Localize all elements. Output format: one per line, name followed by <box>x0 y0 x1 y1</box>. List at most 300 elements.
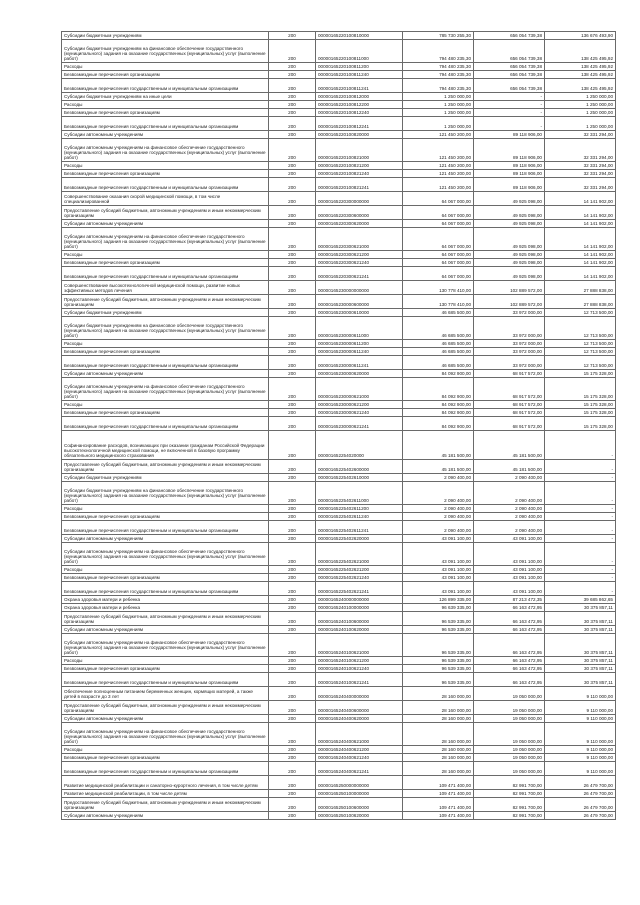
row-approved-cell: 2 090 400,00 <box>403 482 474 505</box>
row-executed-cell: 102 889 572,00 <box>474 281 545 295</box>
row-kbk-cell: 00000165250100000000 <box>316 790 403 798</box>
row-approved-cell: 794 480 235,30 <box>403 63 474 71</box>
row-approved-cell: 64 067 000,00 <box>403 192 474 206</box>
row-kbk-cell: 00000165230000621000 <box>316 378 403 401</box>
row-code-cell: 200 <box>269 409 316 417</box>
row-executed-cell: 33 972 000,00 <box>474 356 545 370</box>
row-name-cell: Безвозмездные перечисления государственным и муниципальным организациям <box>62 267 269 281</box>
row-name-cell: Безвозмездные перечисления государственным и муниципальным организациям <box>62 356 269 370</box>
row-code-cell: 200 <box>269 370 316 378</box>
row-approved-cell: 64 067 000,00 <box>403 206 474 220</box>
row-code-cell: 200 <box>269 348 316 356</box>
row-approved-cell: 109 471 400,00 <box>403 812 474 820</box>
row-kbk-cell: 00000165220100820000 <box>316 131 403 139</box>
row-kbk-cell: 00000165225402611241 <box>316 521 403 535</box>
row-kbk-cell: 00000165240100621000 <box>316 634 403 657</box>
row-executed-cell: 19 050 000,00 <box>474 746 545 754</box>
row-executed-cell: 89 118 906,00 <box>474 131 545 139</box>
row-name-cell: Безвозмездные перечисления государственным и муниципальным организациям <box>62 417 269 431</box>
row-code-cell: 200 <box>269 317 316 340</box>
row-executed-cell: 33 972 000,00 <box>474 348 545 356</box>
row-executed-cell: 656 054 739,38 <box>474 71 545 79</box>
row-remaining-cell: - <box>545 460 616 474</box>
row-code-cell: 200 <box>269 162 316 170</box>
row-remaining-cell: 12 713 500,00 <box>545 340 616 348</box>
row-code-cell: 200 <box>269 746 316 754</box>
row-approved-cell: 96 539 335,00 <box>403 665 474 673</box>
row-remaining-cell: 39 685 862,65 <box>545 596 616 604</box>
row-code-cell: 200 <box>269 378 316 401</box>
row-approved-cell: 2 090 400,00 <box>403 474 474 482</box>
row-name-cell: Субсидии бюджетным учреждениям <box>62 309 269 317</box>
row-remaining-cell: 30 375 857,11 <box>545 626 616 634</box>
row-approved-cell: 1 250 000,00 <box>403 101 474 109</box>
row-executed-cell: 49 925 098,00 <box>474 220 545 228</box>
row-code-cell: 200 <box>269 170 316 178</box>
row-name-cell: Безвозмездные перечисления государственным и муниципальным организациям <box>62 79 269 93</box>
row-executed-cell: 33 972 000,00 <box>474 309 545 317</box>
row-remaining-cell: 138 425 495,92 <box>545 63 616 71</box>
row-kbk-cell: 00000165220100821241 <box>316 178 403 192</box>
row-approved-cell: 28 160 000,00 <box>403 754 474 762</box>
table-row <box>62 220 616 228</box>
row-kbk-cell: 00000165225402600000 <box>316 460 403 474</box>
row-approved-cell: 121 450 200,00 <box>403 178 474 192</box>
row-code-cell: 200 <box>269 543 316 566</box>
row-code-cell: 200 <box>269 220 316 228</box>
row-kbk-cell: 00000165230000621240 <box>316 409 403 417</box>
row-code-cell: 200 <box>269 251 316 259</box>
row-kbk-cell: 00000165220300600000 <box>316 206 403 220</box>
row-remaining-cell: 14 141 902,00 <box>545 251 616 259</box>
table-row <box>62 673 616 687</box>
row-remaining-cell: - <box>545 474 616 482</box>
row-code-cell: 200 <box>269 687 316 701</box>
row-kbk-cell: 00000165230000621241 <box>316 417 403 431</box>
table-row <box>62 535 616 543</box>
row-approved-cell: 1 250 000,00 <box>403 93 474 101</box>
row-code-cell: 200 <box>269 812 316 820</box>
row-name-cell: Расходы <box>62 505 269 513</box>
row-kbk-cell: 00000165225402621000 <box>316 543 403 566</box>
row-approved-cell: 84 092 900,00 <box>403 409 474 417</box>
row-remaining-cell: 26 479 700,00 <box>545 798 616 812</box>
row-code-cell: 200 <box>269 71 316 79</box>
row-kbk-cell: 00000165220100812241 <box>316 117 403 131</box>
row-kbk-cell: 00000165220300620000 <box>316 220 403 228</box>
row-executed-cell: 19 050 000,00 <box>474 762 545 776</box>
row-code-cell: 200 <box>269 295 316 309</box>
row-remaining-cell: 12 713 500,00 <box>545 317 616 340</box>
row-approved-cell: 64 067 000,00 <box>403 251 474 259</box>
row-executed-cell: 43 091 100,00 <box>474 535 545 543</box>
row-approved-cell: 2 090 400,00 <box>403 505 474 513</box>
row-remaining-cell: - <box>545 513 616 521</box>
table-row <box>62 401 616 409</box>
row-kbk-cell: 00000165230000611240 <box>316 348 403 356</box>
row-code-cell: 200 <box>269 417 316 431</box>
row-code-cell: 200 <box>269 482 316 505</box>
table-row <box>62 356 616 370</box>
row-remaining-cell: - <box>545 582 616 596</box>
row-approved-cell: 96 539 335,00 <box>403 673 474 687</box>
row-code-cell: 200 <box>269 281 316 295</box>
table-row <box>62 513 616 521</box>
row-kbk-cell: 00000165220100811000 <box>316 40 403 63</box>
row-executed-cell: 68 917 572,00 <box>474 409 545 417</box>
row-executed-cell: 82 991 700,00 <box>474 798 545 812</box>
row-approved-cell: 28 160 000,00 <box>403 746 474 754</box>
table-row <box>62 754 616 762</box>
table-row <box>62 634 616 657</box>
row-name-cell: Субсидии автономным учреждениям <box>62 812 269 820</box>
row-approved-cell: 2 090 400,00 <box>403 513 474 521</box>
row-approved-cell: 46 685 500,00 <box>403 356 474 370</box>
row-approved-cell: 46 685 500,00 <box>403 340 474 348</box>
row-name-cell: Расходы <box>62 63 269 71</box>
row-code-cell: 200 <box>269 673 316 687</box>
table-row <box>62 63 616 71</box>
row-remaining-cell: - <box>545 521 616 535</box>
row-kbk-cell: 00000165240100620000 <box>316 626 403 634</box>
row-remaining-cell: 30 375 857,11 <box>545 634 616 657</box>
row-executed-cell: 19 050 000,00 <box>474 754 545 762</box>
row-remaining-cell: 9 110 000,00 <box>545 687 616 701</box>
row-name-cell: Предоставление субсидий бюджетным, автономным учреждениям и иным некоммерческим организациям <box>62 295 269 309</box>
row-executed-cell: 49 925 098,00 <box>474 206 545 220</box>
row-kbk-cell: 00000165220100821240 <box>316 170 403 178</box>
row-name-cell: Субсидии автономным учреждениям на финансовое обеспечение государственного (муниципального) задания на оказание государственных (муниципальных) услуг (выполнение работ) <box>62 634 269 657</box>
row-approved-cell: 43 091 100,00 <box>403 582 474 596</box>
row-kbk-cell: 00000165220300621200 <box>316 251 403 259</box>
row-name-cell: Безвозмездные перечисления организациям <box>62 574 269 582</box>
row-approved-cell: 126 899 335,00 <box>403 596 474 604</box>
row-kbk-cell: 00000165220100821200 <box>316 162 403 170</box>
row-remaining-cell: 1 250 000,00 <box>545 117 616 131</box>
row-executed-cell: - <box>474 101 545 109</box>
row-executed-cell: 82 991 700,00 <box>474 776 545 790</box>
row-code-cell: 200 <box>269 505 316 513</box>
row-remaining-cell: 15 175 328,00 <box>545 401 616 409</box>
row-remaining-cell: 15 175 328,00 <box>545 370 616 378</box>
row-name-cell: Субсидии бюджетным учреждениям на финансовое обеспечение государственного (муниципального) задания на оказание государственных (муниципальных) услуг (выполнение работ) <box>62 317 269 340</box>
row-kbk-cell: 00000165220100812000 <box>316 93 403 101</box>
table-row <box>62 378 616 401</box>
row-kbk-cell: 00000165225402611000 <box>316 482 403 505</box>
row-executed-cell: 43 091 100,00 <box>474 574 545 582</box>
row-approved-cell: 130 778 410,00 <box>403 281 474 295</box>
table-row <box>62 604 616 612</box>
row-approved-cell: 64 067 000,00 <box>403 259 474 267</box>
row-kbk-cell: 00000165225402621241 <box>316 582 403 596</box>
row-approved-cell: 64 067 000,00 <box>403 220 474 228</box>
row-name-cell: Предоставление субсидий бюджетным, автономным учреждениям и иным некоммерческим организациям <box>62 460 269 474</box>
row-kbk-cell: 00000165220100810000 <box>316 32 403 40</box>
row-name-cell: Охрана здоровья матери и ребенка <box>62 604 269 612</box>
table-row <box>62 723 616 746</box>
row-code-cell: 200 <box>269 32 316 40</box>
row-kbk-cell: 00000165225402620000 <box>316 535 403 543</box>
table-row <box>62 505 616 513</box>
row-executed-cell: 43 091 100,00 <box>474 543 545 566</box>
row-remaining-cell: - <box>545 543 616 566</box>
row-approved-cell: 43 091 100,00 <box>403 566 474 574</box>
row-remaining-cell: 30 375 857,11 <box>545 657 616 665</box>
row-kbk-cell: 00000165230000611241 <box>316 356 403 370</box>
row-name-cell: Субсидии бюджетным учреждениям <box>62 32 269 40</box>
row-executed-cell: 656 054 739,38 <box>474 40 545 63</box>
row-executed-cell: 89 118 906,00 <box>474 178 545 192</box>
row-code-cell: 200 <box>269 634 316 657</box>
row-remaining-cell: - <box>545 431 616 460</box>
row-remaining-cell: 30 375 857,11 <box>545 612 616 626</box>
table-row <box>62 101 616 109</box>
row-approved-cell: 46 685 500,00 <box>403 348 474 356</box>
row-name-cell: Безвозмездные перечисления государственным и муниципальным организациям <box>62 582 269 596</box>
row-name-cell: Совершенствование высокотехнологичной медицинской помощи, развитие новых эффективных методов лечения <box>62 281 269 295</box>
row-code-cell: 200 <box>269 521 316 535</box>
row-approved-cell: 46 685 500,00 <box>403 317 474 340</box>
row-code-cell: 200 <box>269 657 316 665</box>
row-executed-cell: 49 925 098,00 <box>474 251 545 259</box>
row-kbk-cell: 00000165240400621240 <box>316 754 403 762</box>
table-row <box>62 109 616 117</box>
table-row <box>62 574 616 582</box>
table-row <box>62 281 616 295</box>
row-name-cell: Безвозмездные перечисления организациям <box>62 109 269 117</box>
row-executed-cell: 66 163 472,95 <box>474 665 545 673</box>
row-executed-cell: - <box>474 117 545 131</box>
table-row <box>62 482 616 505</box>
row-executed-cell: 89 118 906,00 <box>474 162 545 170</box>
table-row <box>62 228 616 251</box>
row-executed-cell: 66 163 472,95 <box>474 634 545 657</box>
row-name-cell: Безвозмездные перечисления государственным и муниципальным организациям <box>62 673 269 687</box>
row-kbk-cell: 00000165250100620000 <box>316 812 403 820</box>
budget-execution-table <box>61 31 616 820</box>
row-executed-cell: 89 118 906,00 <box>474 139 545 162</box>
table-row <box>62 626 616 634</box>
row-executed-cell: 82 991 700,00 <box>474 790 545 798</box>
row-remaining-cell: 32 331 294,00 <box>545 131 616 139</box>
row-name-cell: Расходы <box>62 401 269 409</box>
row-kbk-cell: 00000165220100811240 <box>316 71 403 79</box>
table-row <box>62 701 616 715</box>
row-remaining-cell: 15 175 328,00 <box>545 409 616 417</box>
row-remaining-cell: 138 425 495,92 <box>545 79 616 93</box>
row-code-cell: 200 <box>269 309 316 317</box>
row-remaining-cell: 1 250 000,00 <box>545 109 616 117</box>
row-kbk-cell: 00000165225402611240 <box>316 513 403 521</box>
row-executed-cell: 43 091 100,00 <box>474 582 545 596</box>
row-code-cell: 200 <box>269 798 316 812</box>
row-kbk-cell: 00000165240400621000 <box>316 723 403 746</box>
row-kbk-cell: 00000165240000000000 <box>316 596 403 604</box>
row-code-cell: 200 <box>269 401 316 409</box>
row-remaining-cell: 14 141 902,00 <box>545 259 616 267</box>
row-code-cell: 200 <box>269 535 316 543</box>
row-approved-cell: 2 090 400,00 <box>403 521 474 535</box>
row-executed-cell: 87 213 472,35 <box>474 596 545 604</box>
row-executed-cell: - <box>474 109 545 117</box>
row-approved-cell: 84 092 900,00 <box>403 378 474 401</box>
row-kbk-cell: 00000165240100621200 <box>316 657 403 665</box>
row-executed-cell: 43 091 100,00 <box>474 566 545 574</box>
row-name-cell: Безвозмездные перечисления государственным и муниципальным организациям <box>62 178 269 192</box>
table-row <box>62 687 616 701</box>
row-name-cell: Безвозмездные перечисления организациям <box>62 170 269 178</box>
row-code-cell: 200 <box>269 513 316 521</box>
row-executed-cell: 49 925 098,00 <box>474 192 545 206</box>
row-code-cell: 200 <box>269 267 316 281</box>
row-executed-cell: 68 917 572,00 <box>474 401 545 409</box>
row-code-cell: 200 <box>269 754 316 762</box>
table-row <box>62 117 616 131</box>
row-kbk-cell: 00000165230000000000 <box>316 281 403 295</box>
row-approved-cell: 28 160 000,00 <box>403 762 474 776</box>
row-approved-cell: 121 450 200,00 <box>403 170 474 178</box>
row-name-cell: Субсидии бюджетным учреждениям на финансовое обеспечение государственного (муниципального) задания на оказание государственных (муниципальных) услуг (выполнение работ) <box>62 482 269 505</box>
row-name-cell: Безвозмездные перечисления организациям <box>62 348 269 356</box>
row-remaining-cell: 14 141 902,00 <box>545 228 616 251</box>
table-row <box>62 267 616 281</box>
table-row <box>62 251 616 259</box>
row-kbk-cell: 00000165220300621240 <box>316 259 403 267</box>
row-remaining-cell: 26 479 700,00 <box>545 812 616 820</box>
table-row <box>62 776 616 790</box>
row-code-cell: 200 <box>269 460 316 474</box>
row-name-cell: Расходы <box>62 566 269 574</box>
row-remaining-cell: 9 110 000,00 <box>545 715 616 723</box>
row-code-cell: 200 <box>269 79 316 93</box>
row-kbk-cell: 00000165220100811200 <box>316 63 403 71</box>
row-approved-cell: 64 067 000,00 <box>403 267 474 281</box>
row-approved-cell: 84 092 900,00 <box>403 370 474 378</box>
row-kbk-cell: 00000165220300621000 <box>316 228 403 251</box>
row-executed-cell: 68 917 572,00 <box>474 417 545 431</box>
table-row <box>62 460 616 474</box>
row-name-cell: Безвозмездные перечисления организациям <box>62 665 269 673</box>
table-row <box>62 139 616 162</box>
row-approved-cell: 46 685 500,00 <box>403 309 474 317</box>
table-row <box>62 409 616 417</box>
row-remaining-cell: 138 425 495,92 <box>545 40 616 63</box>
row-remaining-cell: 26 479 700,00 <box>545 790 616 798</box>
row-remaining-cell: 9 110 000,00 <box>545 723 616 746</box>
table-row <box>62 162 616 170</box>
table-row <box>62 71 616 79</box>
row-executed-cell: 66 163 472,95 <box>474 604 545 612</box>
row-code-cell: 200 <box>269 701 316 715</box>
table-row <box>62 40 616 63</box>
row-remaining-cell: 1 250 000,00 <box>545 101 616 109</box>
row-name-cell: Безвозмездные перечисления организациям <box>62 259 269 267</box>
row-name-cell: Предоставление субсидий бюджетным, автономным учреждениям и иным некоммерческим организациям <box>62 206 269 220</box>
row-name-cell: Расходы <box>62 251 269 259</box>
row-executed-cell: 33 972 000,00 <box>474 340 545 348</box>
row-remaining-cell: - <box>545 482 616 505</box>
row-kbk-cell: 00000165230000610000 <box>316 309 403 317</box>
row-code-cell: 200 <box>269 40 316 63</box>
row-approved-cell: 794 480 235,30 <box>403 79 474 93</box>
row-remaining-cell: 136 676 493,90 <box>545 32 616 40</box>
row-kbk-cell: 00000165220300621241 <box>316 267 403 281</box>
row-name-cell: Субсидии автономным учреждениям на финансовое обеспечение государственного (муниципального) задания на оказание государственных (муниципальных) услуг (выполнение работ) <box>62 378 269 401</box>
row-name-cell: Субсидии автономным учреждениям <box>62 535 269 543</box>
row-remaining-cell: 14 141 902,00 <box>545 192 616 206</box>
row-executed-cell: 19 050 000,00 <box>474 723 545 746</box>
row-name-cell: Субсидии бюджетным учреждениям на финансовое обеспечение государственного (муниципального) задания на оказание государственных (муниципальных) услуг (выполнение работ) <box>62 40 269 63</box>
row-kbk-cell: 00000165230000611000 <box>316 317 403 340</box>
row-approved-cell: 43 091 100,00 <box>403 543 474 566</box>
row-remaining-cell: 27 888 838,00 <box>545 281 616 295</box>
row-remaining-cell: 15 175 328,00 <box>545 378 616 401</box>
row-approved-cell: 96 539 335,00 <box>403 612 474 626</box>
row-approved-cell: 84 092 900,00 <box>403 401 474 409</box>
row-kbk-cell: 00000165220100821000 <box>316 139 403 162</box>
row-executed-cell: 2 090 400,00 <box>474 482 545 505</box>
row-remaining-cell: - <box>545 566 616 574</box>
row-executed-cell: - <box>474 93 545 101</box>
row-remaining-cell: 30 375 857,11 <box>545 665 616 673</box>
row-approved-cell: 45 181 500,00 <box>403 460 474 474</box>
row-kbk-cell: 00000165220300000000 <box>316 192 403 206</box>
row-remaining-cell: 12 713 500,00 <box>545 309 616 317</box>
row-code-cell: 200 <box>269 340 316 348</box>
row-remaining-cell: 30 375 857,11 <box>545 673 616 687</box>
table-row <box>62 798 616 812</box>
table-row <box>62 317 616 340</box>
row-name-cell: Обеспечение полноценным питанием беременных женщин, кормящих матерей, а также детей в возрасте до 3 лет <box>62 687 269 701</box>
row-code-cell: 200 <box>269 431 316 460</box>
row-kbk-cell: 00000165220100812200 <box>316 101 403 109</box>
row-name-cell: Безвозмездные перечисления организациям <box>62 754 269 762</box>
row-executed-cell: 656 054 739,38 <box>474 63 545 71</box>
row-code-cell: 200 <box>269 582 316 596</box>
row-code-cell: 200 <box>269 178 316 192</box>
row-executed-cell: 102 889 572,00 <box>474 295 545 309</box>
row-name-cell: Субсидии автономным учреждениям <box>62 626 269 634</box>
table-row <box>62 79 616 93</box>
table-row <box>62 178 616 192</box>
row-executed-cell: 89 118 906,00 <box>474 170 545 178</box>
row-name-cell: Развитие медицинской реабилитации и санаторно-курортного лечения, в том числе детям <box>62 776 269 790</box>
row-approved-cell: 1 250 000,00 <box>403 117 474 131</box>
row-code-cell: 200 <box>269 665 316 673</box>
row-code-cell: 200 <box>269 762 316 776</box>
row-executed-cell: 19 050 000,00 <box>474 687 545 701</box>
row-code-cell: 200 <box>269 206 316 220</box>
row-name-cell: Развитие медицинской реабилитации, в том числе детям <box>62 790 269 798</box>
table-row <box>62 206 616 220</box>
table-row <box>62 543 616 566</box>
row-code-cell: 200 <box>269 101 316 109</box>
row-executed-cell: 45 181 500,00 <box>474 460 545 474</box>
row-executed-cell: 49 925 098,00 <box>474 267 545 281</box>
row-name-cell: Расходы <box>62 101 269 109</box>
row-code-cell: 200 <box>269 474 316 482</box>
row-code-cell: 200 <box>269 574 316 582</box>
row-name-cell: Расходы <box>62 657 269 665</box>
row-kbk-cell: 00000165230000611200 <box>316 340 403 348</box>
row-executed-cell: 66 163 472,95 <box>474 657 545 665</box>
row-kbk-cell: 00000165240100600000 <box>316 612 403 626</box>
row-approved-cell: 64 067 000,00 <box>403 228 474 251</box>
row-name-cell: Охрана здоровья матери и ребенка <box>62 596 269 604</box>
row-name-cell: Субсидии автономным учреждениям на финансовое обеспечение государственного (муниципального) задания на оказание государственных (муниципальных) услуг (выполнение работ) <box>62 543 269 566</box>
row-remaining-cell: 1 250 000,00 <box>545 93 616 101</box>
row-approved-cell: 43 091 100,00 <box>403 574 474 582</box>
